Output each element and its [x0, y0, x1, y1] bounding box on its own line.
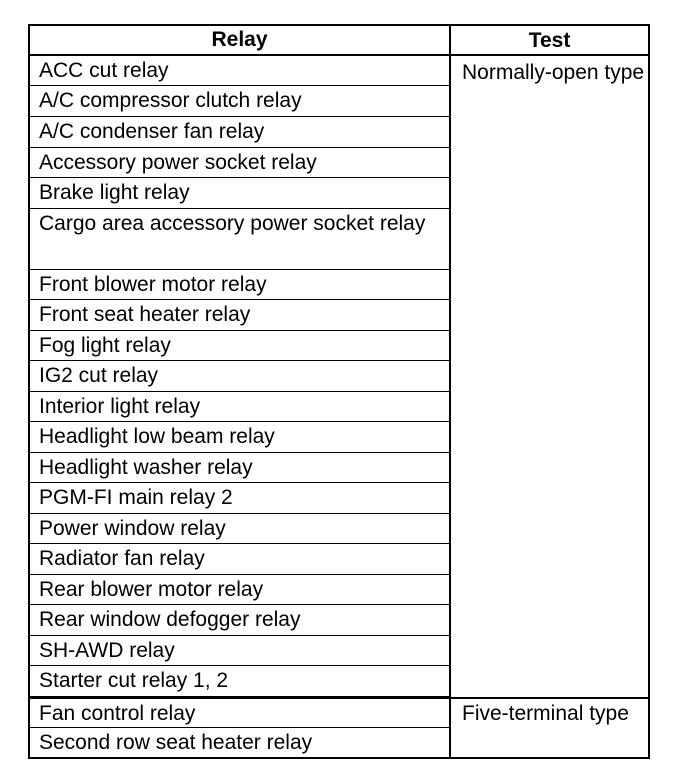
relay-row: IG2 cut relay — [30, 361, 449, 392]
relay-row: A/C compressor clutch relay — [30, 86, 449, 117]
relay-row: SH-AWD relay — [30, 636, 449, 666]
relay-row: Power window relay — [30, 514, 449, 544]
relay-row: ACC cut relay — [30, 56, 449, 86]
relay-row: Headlight washer relay — [30, 453, 449, 483]
relay-row: Headlight low beam relay — [30, 422, 449, 453]
relay-row: Interior light relay — [30, 392, 449, 422]
relay-row: Starter cut relay 1, 2 — [30, 666, 449, 697]
relay-row: Fan control relay — [30, 697, 449, 728]
header-relay: Relay — [211, 28, 268, 51]
relay-row: Rear window defogger relay — [30, 605, 449, 636]
header-test: Test — [528, 29, 571, 52]
relay-row: Radiator fan relay — [30, 544, 449, 575]
relay-row: Second row seat heater relay — [39, 731, 313, 754]
relay-row: Front blower motor relay — [30, 270, 449, 300]
relay-row: Fog light relay — [30, 331, 449, 361]
test-normally-open: Normally-open type — [462, 61, 645, 84]
relay-row: Accessory power socket relay — [30, 148, 449, 178]
test-five-terminal: Five-terminal type — [462, 702, 629, 725]
relay-row: Brake light relay — [30, 178, 449, 209]
relay-row: Cargo area accessory power socket relay — [30, 209, 449, 270]
column-divider — [449, 24, 451, 759]
relay-row: PGM-FI main relay 2 — [30, 483, 449, 514]
relay-row: Rear blower motor relay — [30, 575, 449, 605]
relay-row: Front seat heater relay — [30, 300, 449, 331]
relay-row: A/C condenser fan relay — [30, 117, 449, 148]
